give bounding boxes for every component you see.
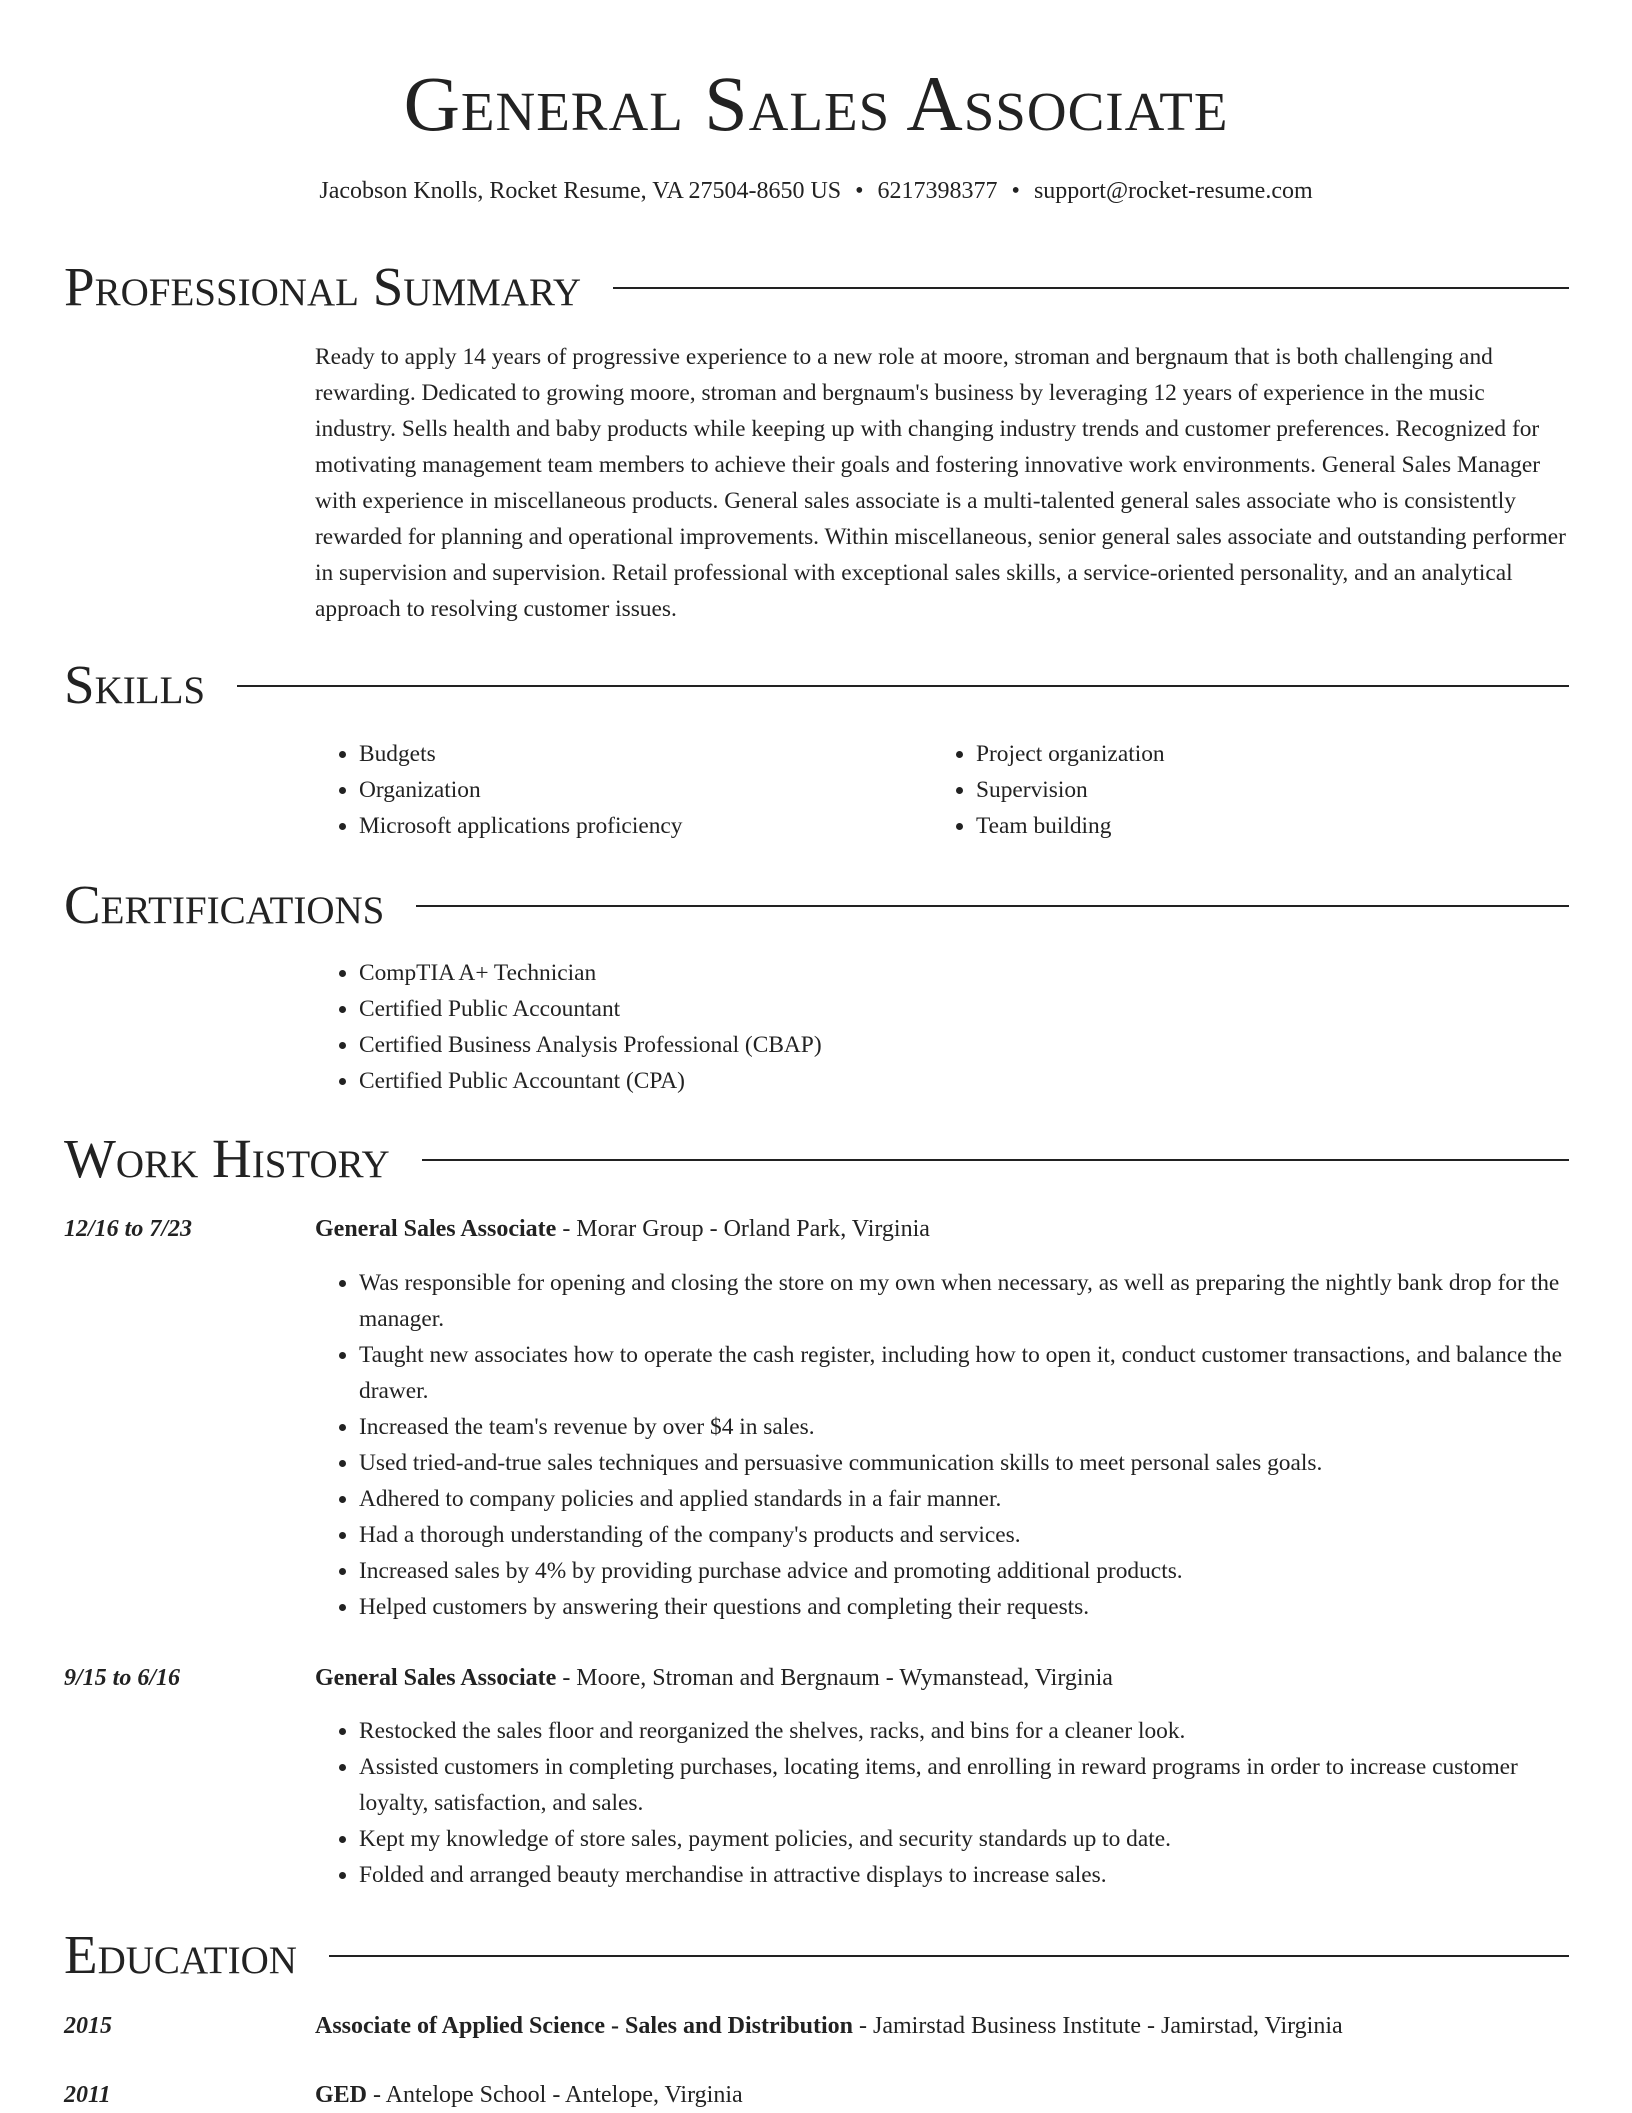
section-title: Work History	[64, 1128, 390, 1189]
list-item: • Supervision	[976, 772, 1532, 808]
list-item: • Helped customers by answering their questions and completing their requests.	[359, 1589, 1569, 1625]
candidate-name: General Sales Associate	[403, 60, 1229, 147]
list-item: • Increased sales by 4% by providing purchase advice and promoting additional products.	[359, 1553, 1569, 1589]
summary-text: Ready to apply 14 years of progressive experience to a new role at moore, stroman and bergnaum that is both challenging and rewarding. Dedicated to growing moore, stroman and bergnaum's business by leveraging 12 years of experience in the music industry. Sells health and baby products while keeping up with changing industry trends and customer preferences. Recognized for motivating management team members to achieve their goals and fostering innovative work environments. General Sales Manager with experience in miscellaneous products. General sales associate is a multi-talented general sales associate who is consistently rewarded for planning and operational improvements. Within miscellaneous, senior general sales associate and outstanding performer in supervision and supervision. Retail professional with exceptional sales skills, a service-oriented personality, and an analytical approach to resolving customer issues.	[315, 344, 1566, 622]
list-item: • Assisted customers in completing purchases, locating items, and enrolling in reward programs in order to increase customer loyalty, satisfaction, and sales.	[359, 1749, 1569, 1821]
job-details: - Morar Group - Orland Park, Virginia	[556, 1216, 930, 1242]
list-item: • Folded and arranged beauty merchandise in attractive displays to increase sales.	[359, 1857, 1569, 1893]
education-year: 2011	[64, 2082, 111, 2108]
section-divider	[416, 905, 1569, 907]
work-history-section-header	[64, 1126, 1569, 1192]
degree: Associate of Applied Science - Sales and Distribution	[315, 2013, 854, 2039]
certifications-list	[315, 955, 1515, 1099]
section-title: Education	[64, 1924, 297, 1985]
job-heading	[315, 1211, 1569, 1247]
email-address: support@rocket-resume.com	[1033, 178, 1313, 204]
list-item: • Certified Business Analysis Professional (CBAP)	[359, 1027, 1515, 1063]
section-title: Professional Summary	[64, 256, 582, 317]
certifications-section-header	[64, 872, 1569, 938]
list-item: • Adhered to company policies and applied standards in a fair manner.	[359, 1481, 1569, 1517]
section-title: Skills	[64, 654, 206, 715]
skills-list	[932, 736, 1532, 844]
list-item: • Taught new associates how to operate the cash register, including how to open it, conduct customer transactions, and balance the drawer.	[359, 1337, 1569, 1409]
certifications-list-wrap	[315, 955, 1515, 1099]
education-year: 2015	[64, 2013, 112, 2039]
section-divider	[329, 1955, 1569, 1957]
contact-line	[0, 174, 1632, 208]
skills-column-left	[315, 736, 915, 844]
list-item: • Increased the team's revenue by over $4 in sales.	[359, 1409, 1569, 1445]
duties-list	[315, 1713, 1569, 1893]
list-item: • Organization	[359, 772, 915, 808]
list-item: • Kept my knowledge of store sales, payment policies, and security standards up to date.	[359, 1821, 1569, 1857]
job-dates: 9/15 to 6/16	[64, 1665, 181, 1691]
list-item: • Budgets	[359, 736, 915, 772]
school-details: - Antelope School - Antelope, Virginia	[367, 2082, 743, 2108]
job-title: General Sales Associate	[315, 1665, 557, 1691]
list-item: • Certified Public Accountant (CPA)	[359, 1063, 1515, 1099]
job-title: General Sales Associate	[315, 1216, 557, 1242]
duties-list	[315, 1265, 1569, 1625]
list-item: • Microsoft applications proficiency	[359, 808, 915, 844]
section-title: Certifications	[64, 874, 385, 935]
education-entry	[315, 2077, 1569, 2113]
section-divider	[422, 1159, 1569, 1161]
degree: GED	[315, 2082, 368, 2108]
section-divider	[613, 287, 1569, 289]
address: Jacobson Knolls, Rocket Resume, VA 27504-8650 US	[319, 178, 842, 204]
separator-dot: •	[1011, 178, 1020, 204]
skills-column-right	[932, 736, 1532, 844]
skills-section-header	[64, 652, 1569, 718]
list-item: • Restocked the sales floor and reorganized the shelves, racks, and bins for a cleaner look.	[359, 1713, 1569, 1749]
job-details: - Moore, Stroman and Bergnaum - Wymanstead, Virginia	[556, 1665, 1113, 1691]
skills-list	[315, 736, 915, 844]
section-divider	[237, 685, 1569, 687]
list-item: • Was responsible for opening and closing the store on my own when necessary, as well as preparing the nightly bank drop for the manager.	[359, 1265, 1569, 1337]
list-item: • Used tried-and-true sales techniques and persuasive communication skills to meet personal sales goals.	[359, 1445, 1569, 1481]
list-item: • Had a thorough understanding of the company's products and services.	[359, 1517, 1569, 1553]
list-item: • Certified Public Accountant	[359, 991, 1515, 1027]
job-heading	[315, 1660, 1569, 1696]
summary-section-header	[64, 254, 1569, 320]
list-item: • Project organization	[976, 736, 1532, 772]
list-item: • Team building	[976, 808, 1532, 844]
job-dates: 12/16 to 7/23	[64, 1216, 193, 1242]
list-item: • CompTIA A+ Technician	[359, 955, 1515, 991]
education-section-header	[64, 1922, 1569, 1988]
education-entry	[315, 2008, 1569, 2044]
job-duties	[315, 1713, 1569, 1893]
job-duties	[315, 1265, 1569, 1625]
phone-number: 6217398377	[877, 178, 998, 204]
school-details: - Jamirstad Business Institute - Jamirstad, Virginia	[853, 2013, 1343, 2039]
separator-dot: •	[855, 178, 864, 204]
